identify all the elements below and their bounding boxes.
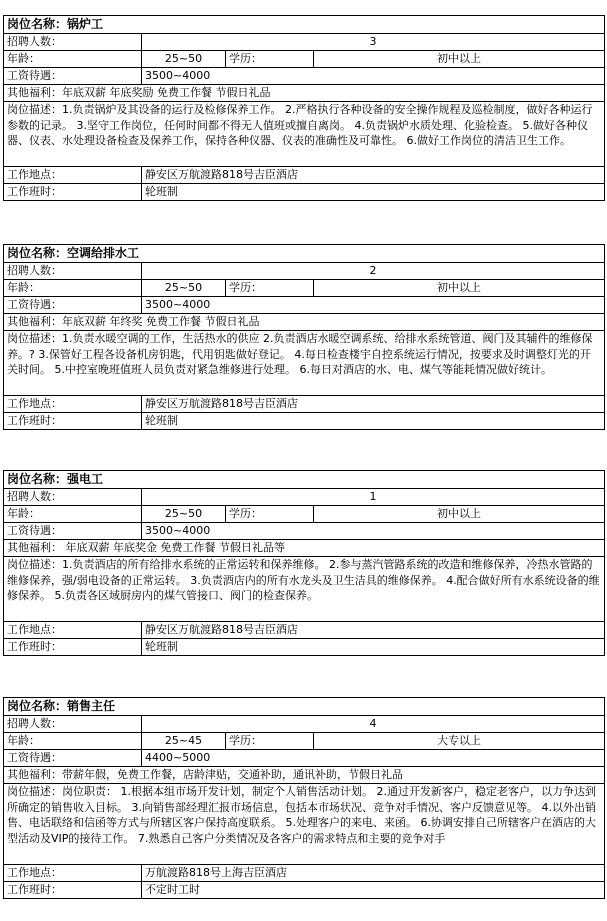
benefits-label: 其他福利： (7, 541, 62, 554)
shift-row (4, 184, 605, 201)
benefits-row (4, 314, 605, 331)
headcount-value: 4 (142, 716, 605, 733)
description-value: 1.负责水暖空调的工作，生活热水的供应 2.负责酒店水暖空调系统、给排水系统管道、阀门及其辅件的维修保养。? 3.保管好工程各设备机房钥匙，代用钥匙做好登记。 4.每日检查楼宇自控系统运行情况，按要求及时调整灯光的开关时间。 5.中控室晚班值班人员负责对紧急维修进行处理。 6.每日对酒店的水、电、煤气等能耗情况做好统计。 (7, 332, 593, 376)
education-label: 学历： (226, 506, 314, 523)
description-label: 岗位描述： (7, 332, 62, 345)
headcount-label: 招聘人数： (4, 263, 142, 280)
benefits-value: 年底双薪 年底奖金 免费工作餐 节假日礼品等 (62, 541, 285, 554)
job-title: 锅炉工 (67, 17, 104, 31)
benefits-cell (4, 540, 605, 557)
age-row (4, 280, 605, 297)
salary-value: 4400~5000 (142, 750, 605, 767)
age-label: 年龄： (4, 280, 142, 297)
salary-value: 3500~4000 (142, 523, 605, 540)
age-label: 年龄： (4, 733, 142, 750)
job-title-cell (4, 471, 605, 489)
job-title-cell (4, 245, 605, 263)
title-row (4, 245, 605, 263)
shift-label: 工作班时： (4, 639, 142, 656)
salary-label: 工资待遇： (4, 523, 142, 540)
age-label: 年龄： (4, 506, 142, 523)
location-row (4, 865, 605, 882)
description-value: 1.负责酒店的所有给排水系统的正常运转和保养维修。 2.参与蒸汽管路系统的改造和维修保养，冷热水管路的维修保养，强/弱电设备的正常运转。 3.负责酒店内的所有水龙头及卫生洁具的维修保养。 4.配合做好所有水系统设备的维修保养。 5.负责各区域厨房内的煤气管接口、阀门的检查保养。 (7, 558, 600, 602)
salary-label: 工资待遇： (4, 750, 142, 767)
salary-value: 3500~4000 (142, 68, 605, 85)
shift-label: 工作班时： (4, 184, 142, 201)
age-value: 25~50 (142, 506, 226, 523)
headcount-row (4, 716, 605, 733)
age-row (4, 506, 605, 523)
description-value: 1.负责锅炉及其设备的运行及检修保养工作。 2.严格执行各种设备的安全操作规程及巡检制度，做好各种运行参数的记录。 3.坚守工作岗位，任何时间都不得无人值班或擅自离岗。 4.负责锅炉水质处理、化验检查。 5.做好各种仪器、仪表、水处理设备检查及保养工作，保持各种仪器、仪表的准确性及可靠性。 6.做好工作岗位的清洁卫生工作。 (7, 103, 593, 147)
location-label: 工作地点： (4, 396, 142, 413)
education-value: 初中以上 (314, 506, 605, 523)
age-value: 25~50 (142, 51, 226, 68)
description-cell (4, 102, 605, 167)
education-label: 学历： (226, 280, 314, 297)
shift-value: 轮班制 (142, 639, 605, 656)
description-cell (4, 331, 605, 396)
description-row (4, 102, 605, 167)
job-title-cell (4, 698, 605, 716)
shift-row (4, 639, 605, 656)
benefits-label: 其他福利： (7, 315, 62, 328)
description-label: 岗位描述： (7, 785, 62, 798)
headcount-row (4, 263, 605, 280)
location-row (4, 396, 605, 413)
description-cell (4, 784, 605, 865)
education-value: 大专以上 (314, 733, 605, 750)
education-label: 学历： (226, 51, 314, 68)
description-row (4, 331, 605, 396)
description-label: 岗位描述： (7, 103, 62, 116)
location-label: 工作地点： (4, 167, 142, 184)
job-table-0 (3, 15, 605, 201)
age-row (4, 733, 605, 750)
headcount-row (4, 34, 605, 51)
salary-value: 3500~4000 (142, 297, 605, 314)
benefits-value: 带薪年假，免费工作餐，店龄津贴，交通补助，通讯补助，节假日礼品 (62, 768, 403, 781)
salary-row (4, 68, 605, 85)
job-title: 销售主任 (67, 699, 116, 713)
headcount-row (4, 489, 605, 506)
education-value: 初中以上 (314, 280, 605, 297)
location-value: 静安区万航渡路818号吉臣酒店 (142, 167, 605, 184)
position-name-label: 岗位名称： (7, 699, 68, 713)
benefits-label: 其他福利： (7, 86, 62, 99)
shift-value: 轮班制 (142, 184, 605, 201)
benefits-value: 年底双薪 年终奖 免费工作餐 节假日礼品 (62, 315, 260, 328)
job-table-2 (3, 470, 605, 656)
shift-value: 轮班制 (142, 413, 605, 430)
education-value: 初中以上 (314, 51, 605, 68)
shift-value: 不定时工时 (142, 882, 605, 899)
description-label: 岗位描述： (7, 558, 62, 571)
headcount-value: 1 (142, 489, 605, 506)
salary-row (4, 750, 605, 767)
location-value: 静安区万航渡路818号吉臣酒店 (142, 622, 605, 639)
job-title: 强电工 (67, 472, 104, 486)
position-name-label: 岗位名称： (7, 472, 68, 486)
title-row (4, 16, 605, 34)
job-title-cell (4, 16, 605, 34)
salary-row (4, 523, 605, 540)
benefits-row (4, 85, 605, 102)
description-row (4, 557, 605, 622)
shift-row (4, 882, 605, 899)
location-label: 工作地点： (4, 865, 142, 882)
description-row (4, 784, 605, 865)
benefits-row (4, 540, 605, 557)
headcount-value: 2 (142, 263, 605, 280)
salary-label: 工资待遇： (4, 297, 142, 314)
job-table-3 (3, 697, 605, 899)
headcount-value: 3 (142, 34, 605, 51)
position-name-label: 岗位名称： (7, 246, 68, 260)
age-value: 25~50 (142, 280, 226, 297)
benefits-cell (4, 767, 605, 784)
benefits-cell (4, 314, 605, 331)
location-value: 万航渡路818号上海吉臣酒店 (142, 865, 605, 882)
job-title: 空调给排水工 (67, 246, 140, 260)
description-value: 岗位职责： 1.根据本组市场开发计划，制定个人销售活动计划。 2.通过开发新客户，稳定老客户，以力争达到所确定的销售收入目标。 3.向销售部经理汇报市场信息，包括本市场状况、竞争对手情况、客户反馈意见等。 4.以外出销售、电话联络和信函等方式与所辖区客户保持高度联系。 5.处理客户的来电、来函。 6.协调安排自己所辖客户在酒店的大型活动及VIP的接待工作。 7.熟悉自己客户分类情况及各客户的需求特点和主要的竞争对手 (7, 785, 596, 845)
benefits-value: 年底双薪 年底奖励 免费工作餐 节假日礼品 (62, 86, 271, 99)
age-label: 年龄： (4, 51, 142, 68)
education-label: 学历： (226, 733, 314, 750)
shift-row (4, 413, 605, 430)
title-row (4, 471, 605, 489)
headcount-label: 招聘人数： (4, 489, 142, 506)
benefits-row (4, 767, 605, 784)
salary-label: 工资待遇： (4, 68, 142, 85)
shift-label: 工作班时： (4, 882, 142, 899)
job-table-1 (3, 244, 605, 430)
location-value: 静安区万航渡路818号吉臣酒店 (142, 396, 605, 413)
title-row (4, 698, 605, 716)
age-value: 25~45 (142, 733, 226, 750)
headcount-label: 招聘人数： (4, 34, 142, 51)
headcount-label: 招聘人数： (4, 716, 142, 733)
salary-row (4, 297, 605, 314)
location-row (4, 167, 605, 184)
age-row (4, 51, 605, 68)
location-row (4, 622, 605, 639)
description-cell (4, 557, 605, 622)
location-label: 工作地点： (4, 622, 142, 639)
shift-label: 工作班时： (4, 413, 142, 430)
benefits-cell (4, 85, 605, 102)
benefits-label: 其他福利： (7, 768, 62, 781)
position-name-label: 岗位名称： (7, 17, 68, 31)
